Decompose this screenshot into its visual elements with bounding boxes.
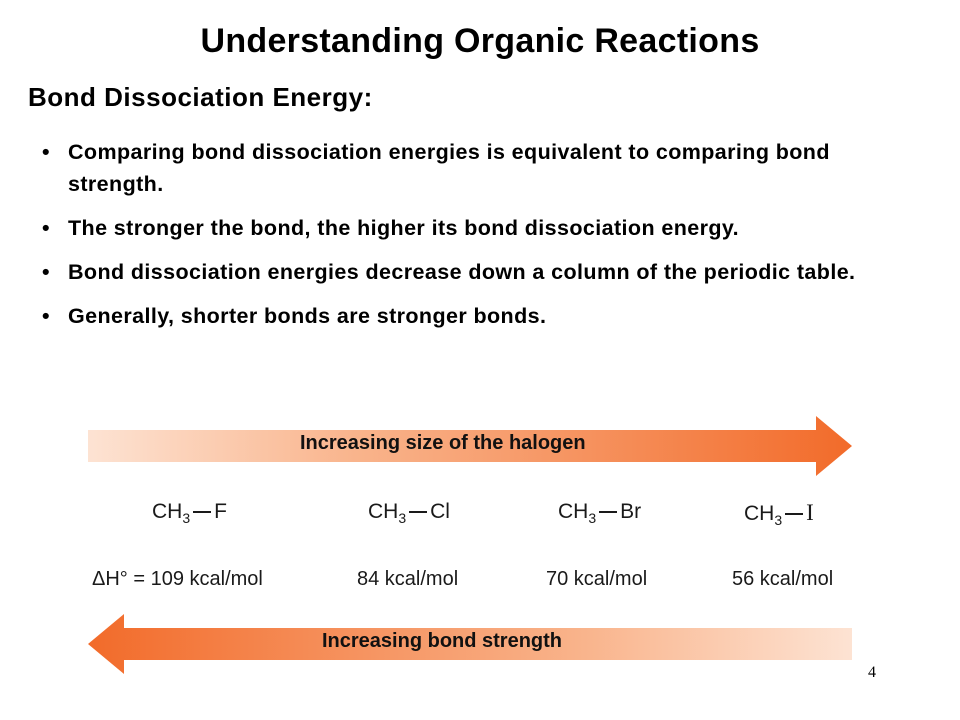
bullet-marker: • <box>42 260 50 284</box>
bullet-item <box>42 136 922 200</box>
bullet-text: The stronger the bond, the higher its bond dissociation energy. <box>68 216 740 240</box>
energy-ch3f: ΔH° = 109 kcal/mol <box>92 568 263 590</box>
single-bond <box>785 513 803 515</box>
slide-title: Understanding Organic Reactions <box>200 22 760 60</box>
bullet-marker: • <box>42 216 50 240</box>
bullet-marker: • <box>42 304 50 328</box>
energy-ch3br: 70 kcal/mol <box>546 568 648 590</box>
bond-strength-label: Increasing bond strength <box>322 630 563 652</box>
bullet-text: Bond dissociation energies decrease down a column of the periodic table. <box>68 260 856 284</box>
formula-ch3br: $CH_3$ Br <box>558 500 642 526</box>
formula-ch3i: $CH_3$ I <box>744 500 814 528</box>
bullet-text: Generally, shorter bonds are stronger bonds. <box>68 304 547 328</box>
single-bond <box>409 511 427 513</box>
page-number: 4 <box>868 664 876 681</box>
formula-ch3cl: $CH_3$ Cl <box>368 500 450 526</box>
energy-ch3i: 56 kcal/mol <box>732 568 834 590</box>
section-heading: Bond Dissociation Energy: <box>28 82 373 112</box>
formula-ch3f: $CH_3$ F <box>152 500 227 526</box>
single-bond <box>193 511 211 513</box>
bullet-list <box>42 136 922 344</box>
energy-ch3cl: 84 kcal/mol <box>357 568 459 590</box>
single-bond <box>599 511 617 513</box>
bullet-text: Comparing bond dissociation energies is equivalent to comparing bond strength. <box>68 140 830 196</box>
bullet-item <box>42 212 922 244</box>
bullet-marker: • <box>42 140 50 164</box>
bullet-item <box>42 300 922 332</box>
bullet-item <box>42 256 922 288</box>
halogen-size-label: Increasing size of the halogen <box>300 432 586 454</box>
